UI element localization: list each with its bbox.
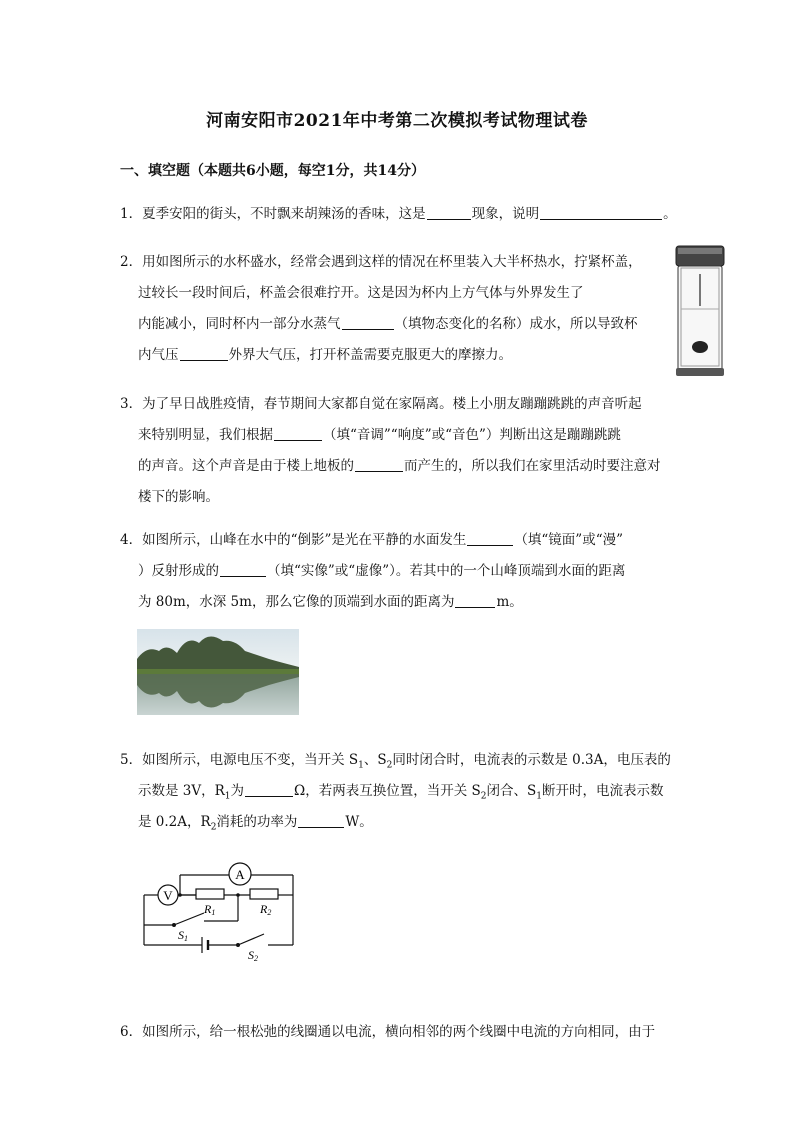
junction-dot [236,893,240,897]
question-number: 5． [120,752,143,768]
tea-ball [692,341,708,353]
switch-s1 [174,913,204,925]
answer-blank[interactable] [540,205,662,220]
section-heading: 一、填空题（本题共6小题，每空1分，共14分） [120,163,425,179]
r2-label: R2 [260,902,272,917]
question-5-line-3: 是 0.2A，$R_2$消耗的功率为 W。 [138,814,373,833]
switch-s2 [238,934,264,945]
resistor-r1 [196,889,224,899]
question-number: 4． [120,532,143,548]
question-4-line-3: 为 80m，水深 5m，那么它像的顶端到水面的距离为 m。 [138,594,523,610]
question-1: 1．夏季安阳的街头，不时飘来胡辣汤的香味，这是 现象，说明 。 [120,206,677,222]
question-3-line-1: 3．为了早日战胜疫情，春节期间大家都自觉在家隔离。楼上小朋友蹦蹦跳跳的声音听起 [120,396,642,412]
shoreline [137,669,299,674]
junction-dot [178,893,182,897]
question-number: 2． [120,254,143,270]
answer-blank[interactable] [342,315,394,330]
question-number: 6． [120,1024,143,1040]
s2-label: S2 [248,948,258,963]
question-number: 3． [120,396,143,412]
mountain-reflection-photo [137,629,299,715]
question-4-line-1: 4．如图所示，山峰在水中的“倒影”是光在平静的水面发生 （填“镜面”或“漫” [120,532,624,548]
resistor-r2 [250,889,278,899]
question-5-line-2: 示数是 3V，$R_1$为 Ω，若两表互换位置，当开关 $S_2$闭合、$S_1$断开时，电流表示数 [138,783,664,802]
answer-blank[interactable] [274,426,322,441]
question-2-line-2: 过较长一段时间后，杯盖会很难拧开。这是因为杯内上方气体与外界发生了 [138,285,584,301]
answer-blank[interactable] [220,562,266,577]
s1-label: S1 [178,928,188,943]
question-3-line-4: 楼下的影响。 [138,489,219,505]
ammeter-label: A [235,867,245,882]
r1-label: R1 [204,902,216,917]
answer-blank[interactable] [298,813,344,828]
question-6-line-1: 6．如图所示，给一根松弛的线圈通以电流，横向相邻的两个线圈中电流的方向相同，由于 [120,1024,656,1040]
switch-contact [236,943,240,947]
answer-blank[interactable] [427,205,471,220]
question-4-line-2: ）反射形成的 （填“实像”或“虚像”）。若其中的一个山峰顶端到水面的距离 [138,563,626,579]
cup-base [676,368,724,376]
answer-blank[interactable] [455,593,495,608]
question-number: 1． [120,206,143,222]
circuit-diagram [138,855,300,965]
question-2-line-4: 内气压 外界大气压，打开杯盖需要克服更大的摩擦力。 [138,347,512,363]
question-2-line-1: 2．用如图所示的水杯盛水，经常会遇到这样的情况在杯里装入大半杯热水，拧紧杯盖， [120,254,642,270]
switch-contact [172,923,176,927]
voltmeter-label: V [163,888,173,903]
cup-lid-band [678,248,722,254]
answer-blank[interactable] [245,782,293,797]
answer-blank[interactable] [467,531,513,546]
question-2-line-3: 内能减小，同时杯内一部分水蒸气 （填物态变化的名称）成水，所以导致杯 [138,316,638,332]
answer-blank[interactable] [355,457,403,472]
question-5-line-1: 5．如图所示，电源电压不变，当开关 $S_1$、$S_2$同时闭合时，电流表的示数是 0.3A，电压表的 [120,752,671,771]
answer-blank[interactable] [180,346,228,361]
water-cup-figure [672,244,728,378]
question-3-line-2: 来特别明显，我们根据 （填“音调”“响度”或“音色”）判断出这是蹦蹦跳跳 [138,427,621,443]
question-3-line-3: 的声音。这个声音是由于楼上地板的 而产生的，所以我们在家里活动时要注意对 [138,458,661,474]
page-title: 河南安阳市2021年中考第二次模拟考试物理试卷 [206,111,588,131]
